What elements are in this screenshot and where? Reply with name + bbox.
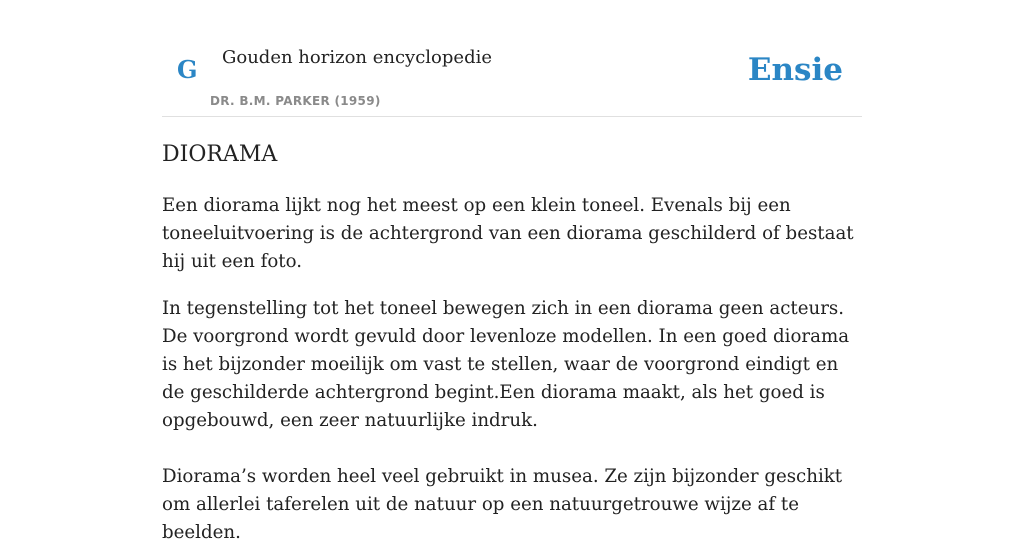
paragraph: In tegenstelling tot het toneel bewegen zich in een diorama geen acteurs. De voorgrond wordt gevuld door levenloze modellen. In een goed diorama is het bijzonder moeilijk om vast te stellen, waar de voorgrond eindigt en de geschilderde achtergrond begint.Een diorama maakt, als het goed is opgebouwd, een zeer natuurlijke indruk. xyxy=(162,298,850,431)
book-icon[interactable]: G xyxy=(177,55,198,84)
book-header xyxy=(162,0,862,117)
paragraph: Diorama’s worden heel veel gebruikt in musea. Ze zijn bijzonder geschikt om allerlei taferelen uit de natuur op een natuurgetrouwe wijze af te beelden. xyxy=(162,466,843,543)
paragraph: Een diorama lijkt nog het meest op een klein toneel. Evenals bij een toneeluitvoering is de achtergrond van een diorama geschilderd of bestaat hij uit een foto. xyxy=(162,195,854,272)
entry-body xyxy=(162,192,864,547)
entry-title: DIORAMA xyxy=(162,142,278,167)
book-title-link[interactable]: Gouden horizon encyclopedie xyxy=(222,47,492,68)
book-author: DR. B.M. PARKER (1959) xyxy=(210,94,381,108)
ensie-logo[interactable]: Ensie xyxy=(747,52,843,88)
